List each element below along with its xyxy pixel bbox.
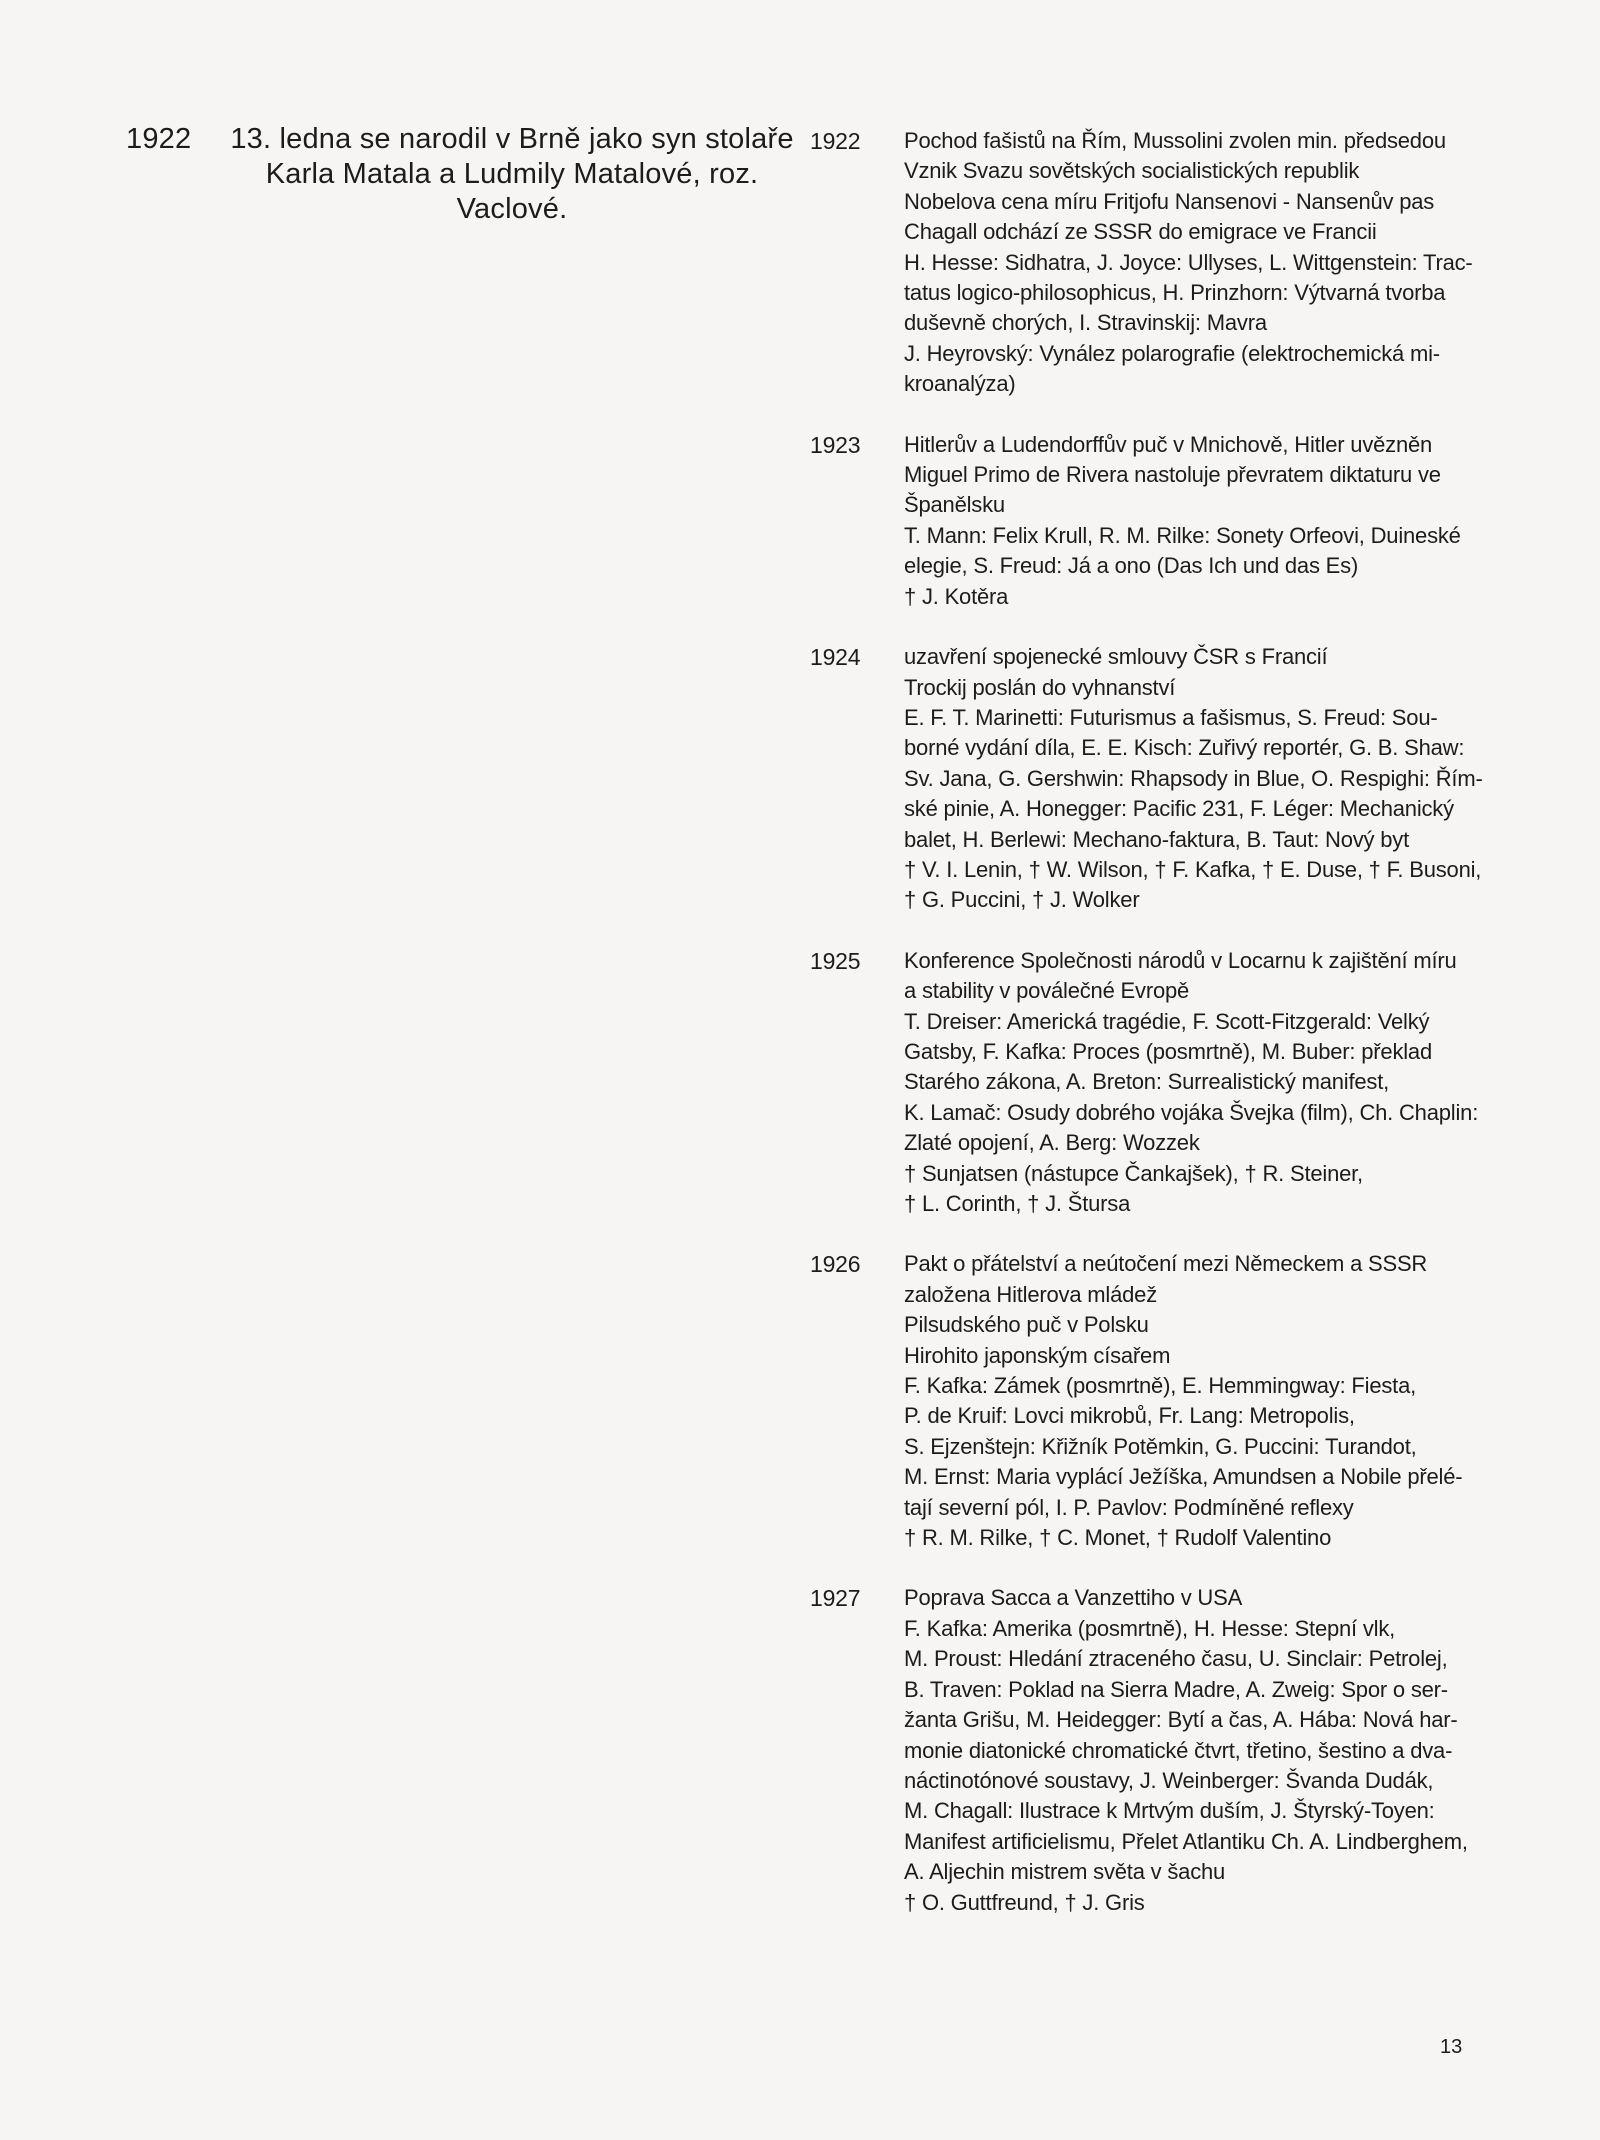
event-line: P. de Kruif: Lovci mikrobů, Fr. Lang: Metropolis, xyxy=(904,1403,1355,1429)
biography-line: 13. ledna se narodil v Brně jako syn stolaře xyxy=(230,123,794,155)
event-year: 1927 xyxy=(810,1585,861,1612)
event-line: † Sunjatsen (nástupce Čankajšek), † R. Steiner, xyxy=(904,1160,1363,1186)
event-year: 1924 xyxy=(810,644,861,671)
event-line: Vznik Svazu sovětských socialistických republik xyxy=(904,158,1360,184)
event-line: elegie, S. Freud: Já a ono (Das Ich und das Es) xyxy=(904,553,1359,579)
biography-line: Karla Matala a Ludmily Matalové, roz. Vaclové. xyxy=(265,158,759,225)
event-line: borné vydání díla, E. E. Kisch: Zuřivý reportér, G. B. Shaw: xyxy=(904,735,1465,761)
event-line: tatus logico-philosophicus, H. Prinzhorn: Výtvarná tvorba xyxy=(904,280,1446,306)
event-line: F. Kafka: Amerika (posmrtně), H. Hesse: Stepní vlk, xyxy=(904,1615,1396,1641)
event-entry-1923 xyxy=(810,430,1470,612)
event-line: tají severní pól, I. P. Pavlov: Podmíněné reflexy xyxy=(904,1494,1354,1520)
event-line: † O. Guttfreund, † J. Gris xyxy=(904,1889,1145,1915)
event-lines xyxy=(904,126,1473,400)
event-entry-1924 xyxy=(810,642,1483,916)
event-line: Pilsudského puč v Polsku xyxy=(904,1312,1149,1338)
event-line: Zlaté opojení, A. Berg: Wozzek xyxy=(904,1130,1200,1156)
event-line: Chagall odchází ze SSSR do emigrace ve Francii xyxy=(904,219,1377,245)
event-line: B. Traven: Poklad na Sierra Madre, A. Zweig: Spor o ser- xyxy=(904,1676,1448,1702)
event-year: 1923 xyxy=(810,431,861,458)
world-events-column xyxy=(810,126,1483,1948)
event-line: Sv. Jana, G. Gershwin: Rhapsody in Blue, O. Respighi: Řím- xyxy=(904,765,1483,791)
event-line: kroanalýza) xyxy=(904,371,1016,397)
event-line: M. Chagall: Ilustrace k Mrtvým duším, J. Štyrský-Toyen: xyxy=(904,1798,1435,1824)
event-line: E. F. T. Marinetti: Futurismus a fašismus, S. Freud: Sou- xyxy=(904,704,1438,730)
event-entry-1925 xyxy=(810,946,1479,1220)
event-entry-1922 xyxy=(810,126,1473,400)
event-line: T. Dreiser: Americká tragédie, F. Scott-Fitzgerald: Velký xyxy=(904,1008,1430,1034)
event-line: Hitlerův a Ludendorffův puč v Mnichově, Hitler uvězněn xyxy=(904,431,1433,457)
event-line: Trockij poslán do vyhnanství xyxy=(904,674,1176,700)
event-line: M. Proust: Hledání ztraceného času, U. Sinclair: Petrolej, xyxy=(904,1646,1448,1672)
event-lines xyxy=(904,1583,1468,1917)
event-line: Španělsku xyxy=(904,492,1005,518)
event-line: Starého zákona, A. Breton: Surrealistický manifest, xyxy=(904,1069,1390,1095)
event-year: 1922 xyxy=(810,128,861,154)
event-line: založena Hitlerova mládež xyxy=(904,1281,1158,1307)
event-line: Miguel Primo de Rivera nastoluje převratem diktaturu ve xyxy=(904,462,1441,488)
biography-year: 1922 xyxy=(126,123,192,155)
event-line: † J. Kotěra xyxy=(904,583,1009,609)
event-line: H. Hesse: Sidhatra, J. Joyce: Ullyses, L. Wittgenstein: Trac- xyxy=(904,249,1473,275)
event-line: Pakt o přátelství a neútočení mezi Německem a SSSR xyxy=(904,1251,1428,1277)
event-line: Manifest artificielismu, Přelet Atlantiku Ch. A. Lindberghem, xyxy=(904,1828,1468,1854)
event-line: † V. I. Lenin, † W. Wilson, † F. Kafka, † E. Duse, † F. Busoni, xyxy=(904,856,1482,882)
event-line: Konference Společnosti národů v Locarnu k zajištění míru xyxy=(904,947,1457,973)
page-number: 13 xyxy=(1440,2036,1463,2058)
event-lines xyxy=(904,642,1483,916)
event-line: A. Aljechin mistrem světa v šachu xyxy=(904,1859,1226,1885)
biography-text xyxy=(222,122,802,227)
event-line: duševně chorých, I. Stravinskij: Mavra xyxy=(904,310,1267,336)
event-lines xyxy=(904,946,1479,1220)
event-lines xyxy=(904,1249,1464,1553)
event-line: F. Kafka: Zámek (posmrtně), E. Hemmingway: Fiesta, xyxy=(904,1373,1417,1399)
event-line: Hirohito japonským císařem xyxy=(904,1342,1171,1368)
event-line: náctinotónové soustavy, J. Weinberger: Švanda Dudák, xyxy=(904,1767,1434,1793)
event-line: M. Ernst: Maria vyplácí Ježíška, Amundsen a Nobile přelé- xyxy=(904,1464,1463,1490)
event-line: K. Lamač: Osudy dobrého vojáka Švejka (film), Ch. Chaplin: xyxy=(904,1099,1479,1125)
event-line: T. Mann: Felix Krull, R. M. Rilke: Sonety Orfeovi, Duineské xyxy=(904,522,1461,548)
event-line: † L. Corinth, † J. Štursa xyxy=(904,1191,1131,1216)
event-lines xyxy=(904,430,1464,612)
event-line: Nobelova cena míru Fritjofu Nansenovi - Nansenův pas xyxy=(904,188,1435,214)
event-line: ské pinie, A. Honegger: Pacific 231, F. Léger: Mechanický xyxy=(904,796,1454,822)
event-entry-1926 xyxy=(810,1249,1470,1553)
event-year: 1926 xyxy=(810,1251,861,1278)
event-entry-1927 xyxy=(810,1583,1470,1917)
event-line: Gatsby, F. Kafka: Proces (posmrtně), M. Buber: překlad xyxy=(904,1038,1432,1064)
event-line: balet, H. Berlewi: Mechano-faktura, B. Taut: Nový byt xyxy=(904,826,1410,852)
event-line: S. Ejzenštejn: Křižník Potěmkin, G. Puccini: Turandot, xyxy=(904,1433,1417,1459)
event-line: Pochod fašistů na Řím, Mussolini zvolen min. předsedou xyxy=(904,128,1446,153)
event-line: monie diatonické chromatické čtvrt, třetino, šestino a dva- xyxy=(904,1737,1453,1763)
event-line: Poprava Sacca a Vanzettiho v USA xyxy=(904,1585,1243,1611)
event-line: a stability v poválečné Evropě xyxy=(904,978,1190,1004)
event-line: † R. M. Rilke, † C. Monet, † Rudolf Valentino xyxy=(904,1525,1332,1551)
event-line: žanta Grišu, M. Heidegger: Bytí a čas, A. Hába: Nová har- xyxy=(904,1707,1458,1733)
event-line: uzavření spojenecké smlouvy ČSR s Francií xyxy=(904,644,1328,670)
event-line: † G. Puccini, † J. Wolker xyxy=(904,887,1140,913)
event-year: 1925 xyxy=(810,947,861,974)
event-line: J. Heyrovský: Vynález polarografie (elektrochemická mi- xyxy=(904,340,1440,366)
